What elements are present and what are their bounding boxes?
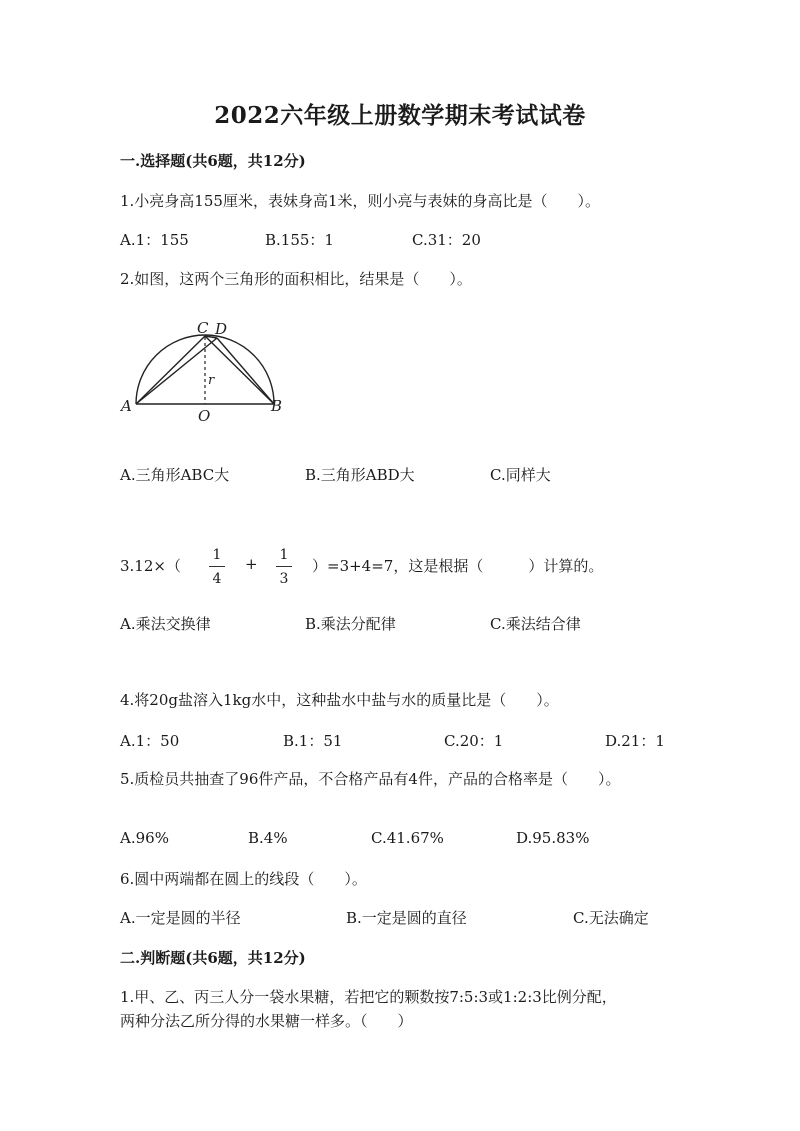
question-3-prefix: 3.12×（ [120, 557, 181, 575]
question-1-option-b[interactable]: B.155：1 [265, 231, 334, 249]
fraction-2-denominator: 3 [279, 571, 289, 587]
question-2-option-c[interactable]: C.同样大 [490, 466, 551, 484]
label-b: B [271, 397, 283, 415]
question-2-option-b[interactable]: B.三角形ABD大 [305, 466, 415, 484]
section-heading-choice: 一.选择题(共6题，共12分) [120, 152, 306, 170]
question-3-option-a[interactable]: A.乘法交换律 [120, 615, 211, 633]
question-1-option-a[interactable]: A.1：155 [120, 231, 189, 249]
question-3-suffix: ）=3+4=7，这是根据（ ）计算的。 [312, 557, 604, 575]
label-a: A [121, 397, 132, 415]
question-5-option-a[interactable]: A.96% [120, 829, 169, 847]
question-5-text: 5.质检员共抽查了96件产品，不合格产品有4件，产品的合格率是（ ）。 [120, 770, 621, 788]
question-3-option-c[interactable]: C.乘法结合律 [490, 615, 581, 633]
fraction-2-bar [276, 566, 292, 567]
question-4-option-b[interactable]: B.1：51 [283, 732, 343, 750]
section-heading-judgment: 二.判断题(共6题，共12分) [120, 949, 306, 967]
question-3-plus: + [245, 555, 258, 573]
question-2-option-a[interactable]: A.三角形ABC大 [120, 466, 230, 484]
question-3-option-b[interactable]: B.乘法分配律 [305, 615, 396, 633]
question-2-text: 2.如图，这两个三角形的面积相比，结果是（ ）。 [120, 270, 472, 288]
question-5-option-d[interactable]: D.95.83% [516, 829, 590, 847]
question-6-option-c[interactable]: C.无法确定 [573, 909, 649, 927]
question-6-text: 6.圆中两端都在圆上的线段（ ）。 [120, 870, 367, 888]
question-4-option-c[interactable]: C.20：1 [444, 732, 504, 750]
question-5-option-b[interactable]: B.4% [248, 829, 288, 847]
segment-ad [136, 338, 217, 404]
fraction-1-denominator: 4 [212, 571, 222, 587]
fraction-one-third [274, 546, 294, 588]
fraction-2-numerator: 1 [279, 547, 289, 563]
semicircle-triangle-figure [118, 315, 298, 425]
label-r: r [208, 373, 215, 388]
question-1-text: 1.小亮身高155厘米，表妹身高1米，则小亮与表妹的身高比是（ ）。 [120, 192, 600, 210]
segment-ac [136, 336, 205, 404]
fraction-1-bar [209, 566, 225, 567]
fraction-1-numerator: 1 [212, 547, 222, 563]
judgment-1-line-2: 两种分法乙所分得的水果糖一样多。（ ） [120, 1012, 413, 1030]
question-6-option-a[interactable]: A.一定是圆的半径 [120, 909, 241, 927]
question-6-option-b[interactable]: B.一定是圆的直径 [346, 909, 467, 927]
question-1-option-c[interactable]: C.31：20 [412, 231, 481, 249]
judgment-1-line-1: 1.甲、乙、丙三人分一袋水果糖，若把它的颗数按7:5:3或1:2:3比例分配， [120, 988, 617, 1006]
page-title: 2022六年级上册数学期末考试试卷 [214, 102, 586, 129]
question-5-option-c[interactable]: C.41.67% [371, 829, 444, 847]
question-4-text: 4.将20g盐溶入1kg水中，这种盐水中盐与水的质量比是（ ）。 [120, 691, 559, 709]
label-o: O [198, 407, 211, 425]
segment-cb [205, 336, 274, 404]
fraction-one-quarter [207, 546, 227, 588]
question-4-option-d[interactable]: D.21：1 [605, 732, 665, 750]
label-d: D [215, 320, 228, 338]
label-c: C [197, 319, 209, 337]
question-4-option-a[interactable]: A.1：50 [120, 732, 180, 750]
